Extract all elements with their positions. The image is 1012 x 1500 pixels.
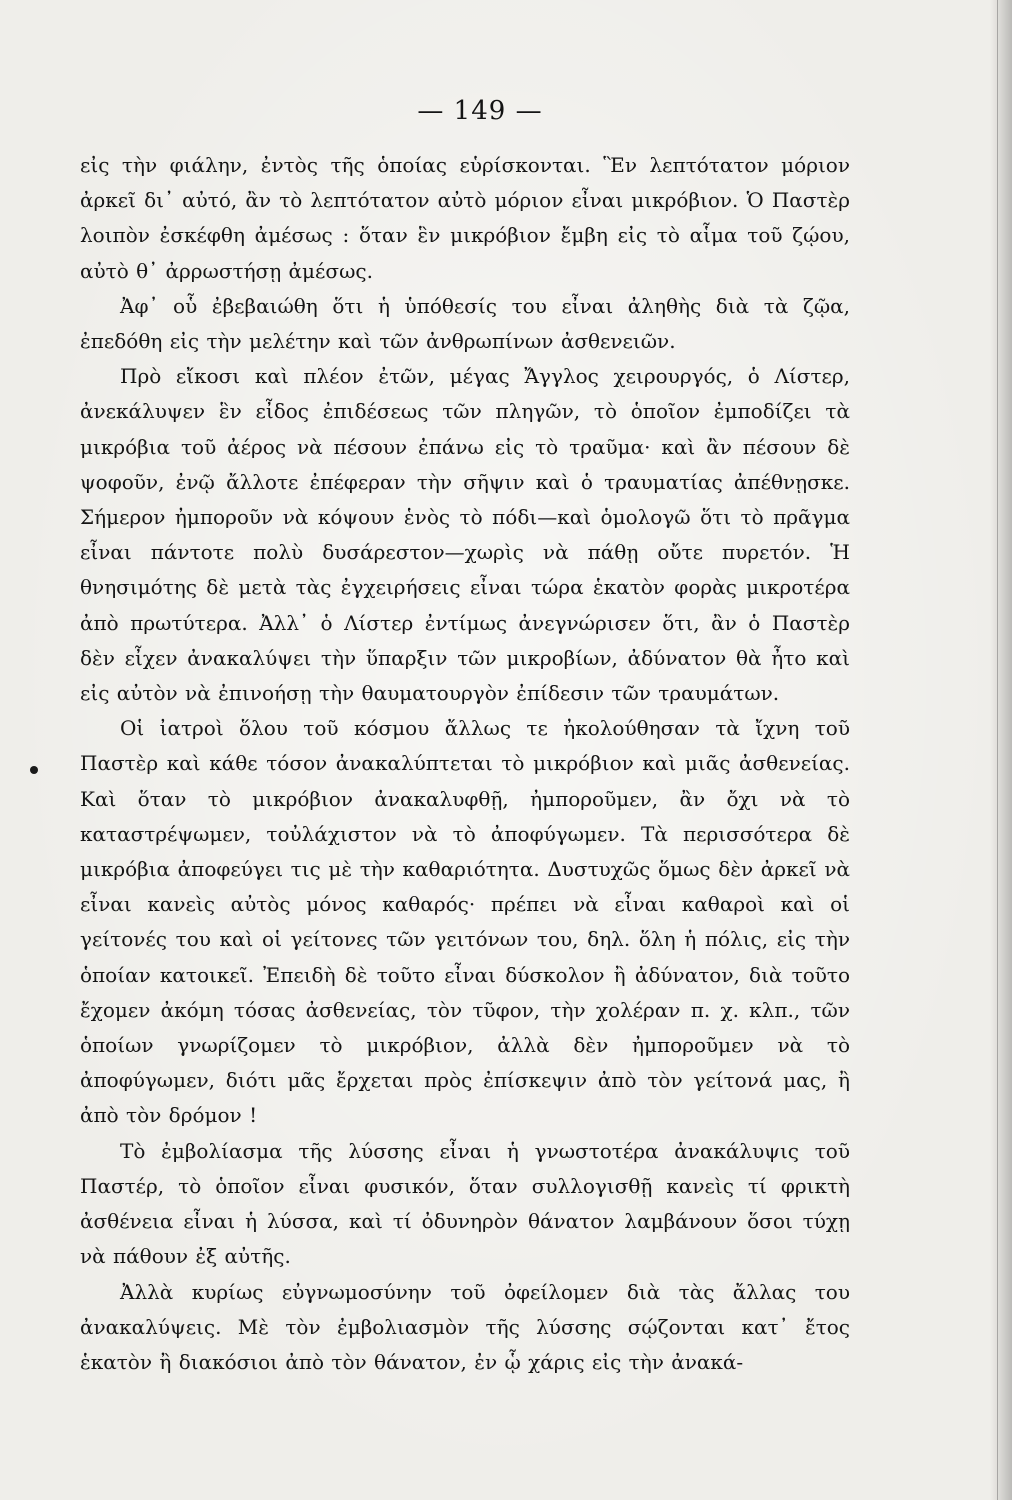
paragraph: Ἀφ᾽ οὗ ἐβεβαιώθη ὅτι ἡ ὑπόθεσίς του εἶναι ἀληθὴς διὰ τὰ ζῷα, ἐπεδόθη εἰς τὴν μελέτην καὶ τῶν ἀνθρωπίνων ἀσθενειῶν. [80,293,850,354]
paragraph: Οἱ ἰατροὶ ὅλου τοῦ κόσμου ἄλλως τε ἠκολούθησαν τὰ ἴχνη τοῦ Παστὲρ καὶ κάθε τόσον ἀνακαλύπτεται τὸ μικρόβιον καὶ μιᾶς ἀσθενείας. Καὶ ὅταν τὸ μικρόβιον ἀνακαλυφθῇ, ἠμποροῦμεν, ἂν ὄχι νὰ τὸ καταστρέψωμεν, τοὐλάχιστον νὰ τὸ ἀποφύγωμεν. Τὰ περισσότερα δὲ μικρόβια ἀποφεύγει τις μὲ τὴν καθαριότητα. Δυστυχῶς ὅμως δὲν ἀρκεῖ νὰ εἶναι κανεὶς αὐτὸς μόνος καθαρός· πρέπει νὰ εἶναι καθαροὶ καὶ οἱ γείτονές του καὶ οἱ γείτονες τῶν γειτόνων του, δηλ. ὅλη ἡ πόλις, εἰς τὴν ὁποίαν κατοικεῖ. Ἐπειδὴ δὲ τοῦτο εἶναι δύσκολον ἢ ἀδύνατον, διὰ τοῦτο ἔχομεν ἀκόμη τόσας ἀσθενείας, τὸν τῦφον, τὴν χολέραν π. χ. κλπ., τῶν ὁποίων γνωρίζομεν τὸ μικρόβιον, ἀλλὰ δὲν ἠμποροῦμεν νὰ τὸ ἀποφύγωμεν, διότι μᾶς ἔρχεται πρὸς ἐπίσκεψιν ἀπὸ τὸν γείτονά μας, ἢ ἀπὸ τὸν δρόμον ! [80,716,850,1128]
paragraph: Τὸ ἐμβολίασμα τῆς λύσσης εἶναι ἡ γνωστοτέρα ἀνακάλυψις τοῦ Παστέρ, τὸ ὁποῖον εἶναι φυσικόν, ὅταν συλλογισθῇ κανεὶς τί φρικτὴ ἀσθένεια εἶναι ἡ λύσσα, καὶ τί ὀδυνηρὸν θάνατον λαμβάνουν ὅσοι τύχῃ νὰ πάθουν ἐξ αὐτῆς. [80,1138,850,1269]
page-number: — 149 — [417,96,543,126]
page-binding-line [997,0,998,1500]
paragraph-continuation: εἰς τὴν φιάλην, ἐντὸς τῆς ὁποίας εὑρίσκονται. Ἓν λεπτότατον μόριον ἀρκεῖ δι᾽ αὐτό, ἂν τὸ λεπτότατον αὐτὸ μόριον εἶναι μικρόβιον. Ὁ Παστὲρ λοιπὸν ἐσκέφθη ἀμέσως : ὅταν ἓν μικρόβιον ἔμβη εἰς τὸ αἷμα τοῦ ζῴου, αὐτὸ θ᾽ ἀρρωστήσῃ ἀμέσως. [80,153,850,283]
paragraph: Πρὸ εἴκοσι καὶ πλέον ἐτῶν, μέγας Ἄγγλος χειρουργός, ὁ Λίστερ, ἀνεκάλυψεν ἓν εἶδος ἐπιδέσεως τῶν πληγῶν, τὸ ὁποῖον ἐμποδίζει τὰ μικρόβια τοῦ ἀέρος νὰ πέσουν ἐπάνω εἰς τὸ τραῦμα· καὶ ἂν πέσουν δὲ ψοφοῦν, ἐνῷ ἄλλοτε ἐπέφεραν τὴν σῆψιν καὶ ὁ τραυματίας ἀπέθνῃσκε. Σήμερον ἠμποροῦν νὰ κόψουν ἑνὸς τὸ πόδι—καὶ ὁμολογῶ ὅτι τὸ πρᾶγμα εἶναι πάντοτε πολὺ δυσάρεστον—χωρὶς νὰ πάθῃ οὔτε πυρετόν. Ἡ θνησιμότης δὲ μετὰ τὰς ἐγχειρήσεις εἶναι τώρα ἑκατὸν φορὰς μικροτέρα ἀπὸ πρωτύτερα. Ἀλλ᾽ ὁ Λίστερ ἐντίμως ἀνεγνώρισεν ὅτι, ἂν ὁ Παστὲρ δὲν εἶχεν ἀνακαλύψει τὴν ὕπαρξιν τῶν μικροβίων, ἀδύνατον θὰ ἦτο καὶ εἰς αὐτὸν νὰ ἐπινοήσῃ τὴν θαυματουργὸν ἐπίδεσιν τῶν τραυμάτων. [80,364,850,706]
margin-dot [30,766,38,774]
page-binding-shadow [990,0,1012,1500]
paragraph: Ἀλλὰ κυρίως εὐγνωμοσύνην τοῦ ὀφείλομεν διὰ τὰς ἄλλας του ἀνακαλύψεις. Μὲ τὸν ἐμβολιασμὸν τῆς λύσσης σῴζονται κατ᾽ ἔτος ἑκατὸν ἢ διακόσιοι ἀπὸ τὸν θάνατον, ἐν ᾧ χάρις εἰς τὴν ἀνακά- [80,1279,850,1374]
body-text [80,148,850,1380]
